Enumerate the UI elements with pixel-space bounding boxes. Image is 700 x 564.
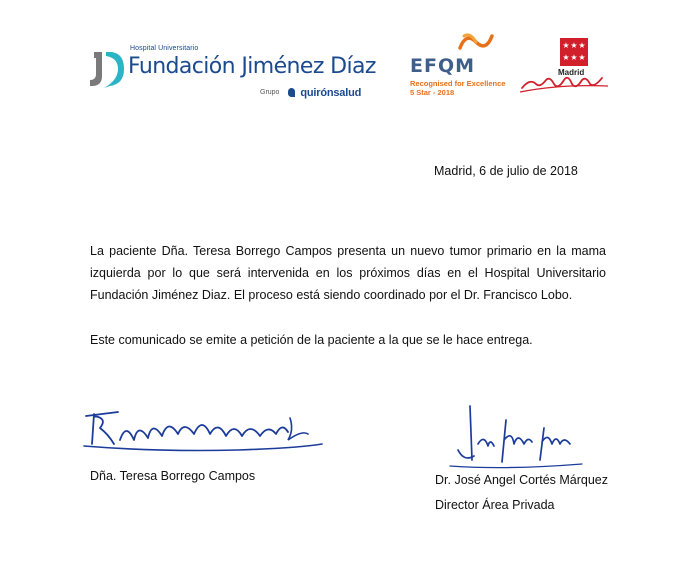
group-name: quirónsalud <box>300 86 362 99</box>
madrid-region: Madrid <box>558 68 585 77</box>
letter-date: Madrid, 6 de julio de 2018 <box>434 164 578 178</box>
group-label: Grupo <box>260 89 280 97</box>
group-brand <box>260 84 361 102</box>
letter-closing: Este comunicado se emite a petición de la paciente a la que se le hace entrega. <box>90 333 533 347</box>
efqm-infinity-icon <box>456 30 496 54</box>
hospital-name: Fundación Jiménez Díaz <box>128 54 376 79</box>
director-signature <box>448 400 588 472</box>
excellence-script-icon <box>520 70 610 94</box>
madrid-flag-icon: ★ ★ ★ ★ ★ ★ <box>560 38 588 66</box>
efqm-name: EFQM <box>410 55 476 77</box>
hospital-small-label: Hospital Universitario <box>130 45 199 52</box>
quironsalud-icon <box>288 88 295 97</box>
efqm-recognition: Recognised for Excellence <box>410 79 506 88</box>
efqm-logo <box>410 30 510 96</box>
jd-logo-icon <box>88 50 126 90</box>
hospital-logo <box>88 44 376 99</box>
patient-name: Dña. Teresa Borrego Campos <box>90 469 256 483</box>
efqm-stars: 5 Star - 2018 <box>410 88 455 97</box>
letter-body: La paciente Dña. Teresa Borrego Campos presenta un nuevo tumor primario en la mama izquierda por lo que será intervenida en los próximos días en el Hospital Universitario Fundación Jiménez Diaz. El proceso está siendo coordinado por el Dr. Francisco Lobo. <box>90 244 606 302</box>
madrid-excelencia-logo <box>520 36 610 98</box>
director-name: Dr. José Angel Cortés Márquez <box>435 473 608 487</box>
director-title: Director Área Privada <box>435 498 555 512</box>
patient-signature <box>78 400 328 462</box>
